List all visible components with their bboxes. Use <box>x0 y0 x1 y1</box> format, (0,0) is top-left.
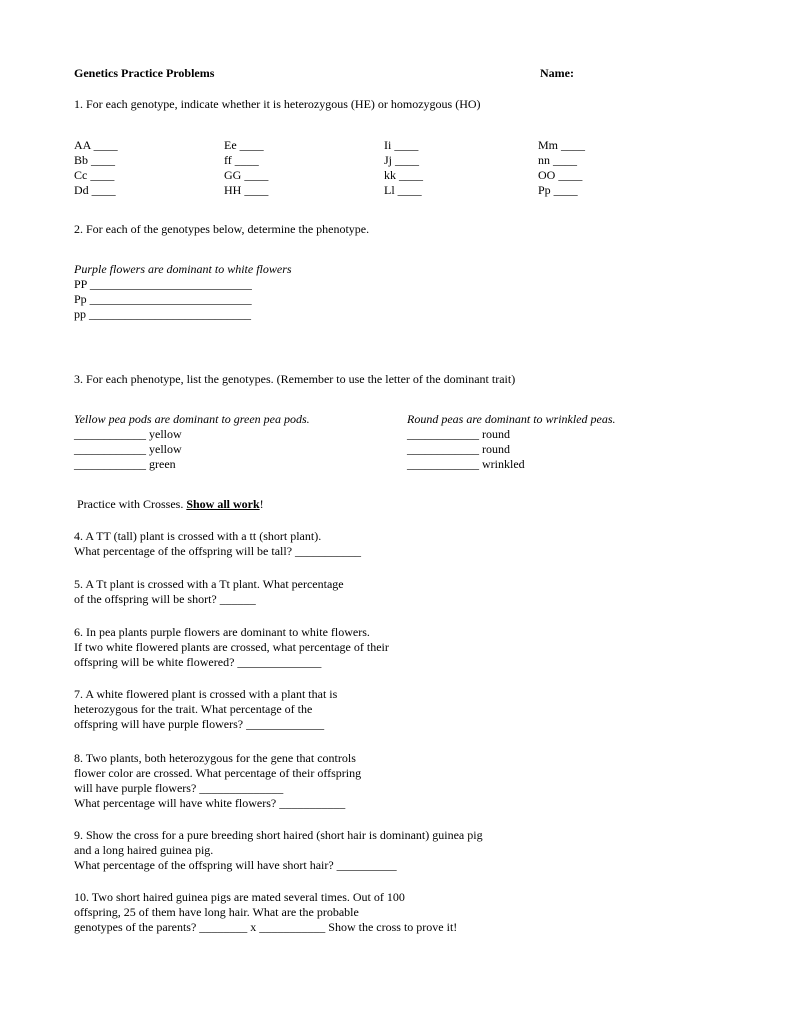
crosses-intro-text: Practice with Crosses. <box>77 497 187 511</box>
q2-dominance-note: Purple flowers are dominant to white flowers <box>74 262 292 276</box>
q7-answer-line[interactable]: offspring will have purple flowers? _____________ <box>74 717 325 731</box>
q6-answer-line[interactable]: offspring will be white flowered? ______________ <box>74 655 322 669</box>
genotype-blank[interactable]: Cc ____ <box>74 168 115 182</box>
q3-left-note: Yellow pea pods are dominant to green pea pods. <box>74 412 310 426</box>
genotype-blank[interactable]: ____________ yellow <box>74 427 182 441</box>
q2-answer-lines <box>74 277 252 322</box>
show-all-work-emphasis: Show all work <box>186 497 260 511</box>
q1-column-3 <box>384 138 423 198</box>
genotype-blank[interactable]: OO ____ <box>538 168 583 182</box>
genotype-blank[interactable]: Ee ____ <box>224 138 264 152</box>
phenotype-blank[interactable]: PP ___________________________ <box>74 277 252 291</box>
q6 <box>74 625 389 670</box>
q3-right-note: Round peas are dominant to wrinkled peas. <box>407 412 616 426</box>
genotype-blank[interactable]: GG ____ <box>224 168 269 182</box>
genotype-blank[interactable]: nn ____ <box>538 153 577 167</box>
q8-line: flower color are crossed. What percentage of their offspring <box>74 766 362 780</box>
genotype-blank[interactable]: AA ____ <box>74 138 118 152</box>
genotype-blank[interactable]: ____________ yellow <box>74 442 182 456</box>
genotype-blank[interactable]: Dd ____ <box>74 183 116 197</box>
q10-answer-line[interactable]: genotypes of the parents? ________ x ___________ Show the cross to prove it! <box>74 920 458 934</box>
genotype-blank[interactable]: kk ____ <box>384 168 423 182</box>
genotype-blank[interactable]: ____________ wrinkled <box>407 457 525 471</box>
q6-line: 6. In pea plants purple flowers are dominant to white flowers. <box>74 625 370 639</box>
genotype-blank[interactable]: Mm ____ <box>538 138 586 152</box>
crosses-intro <box>77 497 264 512</box>
q3-prompt: 3. For each phenotype, list the genotypes. (Remember to use the letter of the dominant trait) <box>74 372 516 386</box>
name-label: Name: <box>540 66 574 80</box>
q10 <box>74 890 457 935</box>
q3-right-lines <box>407 427 525 472</box>
q9-line: 9. Show the cross for a pure breeding short haired (short hair is dominant) guinea pig <box>74 828 483 842</box>
q9-line: and a long haired guinea pig. <box>74 843 214 857</box>
q9 <box>74 828 483 873</box>
q9-answer-line[interactable]: What percentage of the offspring will have short hair? __________ <box>74 858 397 872</box>
q3-left-lines <box>74 427 182 472</box>
genotype-blank[interactable]: Ll ____ <box>384 183 422 197</box>
q1-column-2 <box>224 138 268 198</box>
q8 <box>74 751 361 811</box>
q2-prompt: 2. For each of the genotypes below, determine the phenotype. <box>74 222 370 236</box>
q6-line: If two white flowered plants are crossed, what percentage of their <box>74 640 389 654</box>
genotype-blank[interactable]: Jj ____ <box>384 153 420 167</box>
q1-column-1 <box>74 138 118 198</box>
q1-column-4 <box>538 138 585 198</box>
q7 <box>74 687 337 732</box>
q1-prompt: 1. For each genotype, indicate whether it is heterozygous (HE) or homozygous (HO) <box>74 97 481 111</box>
genotype-blank[interactable]: ____________ round <box>407 442 510 456</box>
q7-line: heterozygous for the trait. What percentage of the <box>74 702 313 716</box>
genotype-blank[interactable]: HH ____ <box>224 183 269 197</box>
crosses-intro-suffix: ! <box>259 497 264 511</box>
q4-line: 4. A TT (tall) plant is crossed with a tt (short plant). <box>74 529 322 543</box>
genotype-blank[interactable]: Pp ____ <box>538 183 578 197</box>
genotype-blank[interactable]: ____________ green <box>74 457 176 471</box>
q8-answer-line[interactable]: What percentage will have white flowers? ___________ <box>74 796 346 810</box>
phenotype-blank[interactable]: Pp ___________________________ <box>74 292 252 306</box>
q7-line: 7. A white flowered plant is crossed with a plant that is <box>74 687 338 701</box>
page-title: Genetics Practice Problems <box>74 66 215 80</box>
phenotype-blank[interactable]: pp ___________________________ <box>74 307 251 321</box>
q4 <box>74 529 361 559</box>
genotype-blank[interactable]: ____________ round <box>407 427 510 441</box>
q5-line: 5. A Tt plant is crossed with a Tt plant. What percentage <box>74 577 344 591</box>
q10-line: 10. Two short haired guinea pigs are mated several times. Out of 100 <box>74 890 405 904</box>
q5 <box>74 577 344 607</box>
q8-line: 8. Two plants, both heterozygous for the gene that controls <box>74 751 356 765</box>
genotype-blank[interactable]: Ii ____ <box>384 138 419 152</box>
q10-line: offspring, 25 of them have long hair. What are the probable <box>74 905 359 919</box>
genotype-blank[interactable]: Bb ____ <box>74 153 116 167</box>
q4-answer-line[interactable]: What percentage of the offspring will be tall? ___________ <box>74 544 362 558</box>
genotype-blank[interactable]: ff ____ <box>224 153 259 167</box>
q5-answer-line[interactable]: of the offspring will be short? ______ <box>74 592 256 606</box>
q8-answer-line[interactable]: will have purple flowers? ______________ <box>74 781 284 795</box>
